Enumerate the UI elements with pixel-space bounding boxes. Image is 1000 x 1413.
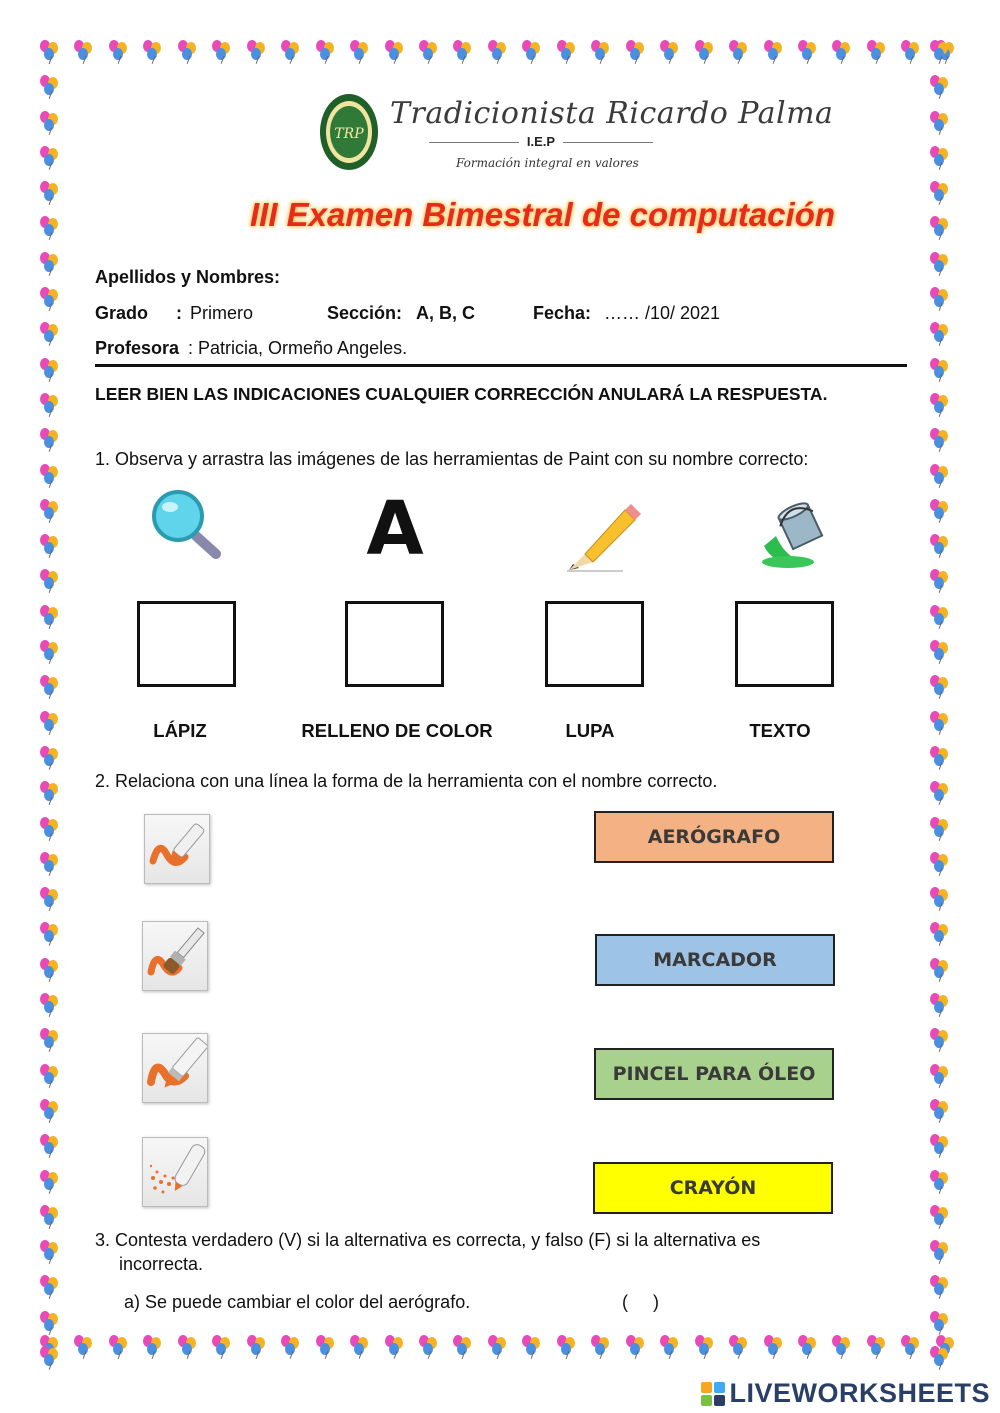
balloon-icon bbox=[419, 1335, 443, 1359]
balloon-icon bbox=[930, 1028, 954, 1052]
balloon-icon bbox=[930, 1275, 954, 1299]
balloon-icon bbox=[930, 817, 954, 841]
balloon-icon bbox=[212, 40, 236, 64]
school-iep: I.E.P bbox=[406, 134, 676, 149]
balloon-icon bbox=[40, 181, 64, 205]
balloon-icon bbox=[930, 499, 954, 523]
balloon-icon bbox=[453, 1335, 477, 1359]
balloon-icon bbox=[40, 711, 64, 735]
balloon-icon bbox=[591, 40, 615, 64]
balloon-icon bbox=[930, 1170, 954, 1194]
balloon-icon bbox=[591, 1335, 615, 1359]
border-left bbox=[40, 40, 70, 1370]
balloon-icon bbox=[212, 1335, 236, 1359]
balloon-icon bbox=[930, 746, 954, 770]
brush-thumb-1[interactable] bbox=[144, 814, 210, 884]
balloon-icon bbox=[419, 40, 443, 64]
balloon-icon bbox=[867, 1335, 891, 1359]
balloon-icon bbox=[930, 464, 954, 488]
balloon-icon bbox=[40, 252, 64, 276]
balloon-icon bbox=[729, 40, 753, 64]
q3-item-a: a) Se puede cambiar el color del aerógrafo. bbox=[124, 1292, 471, 1312]
date-value: …… /10/ 2021 bbox=[604, 303, 721, 323]
balloon-icon bbox=[40, 887, 64, 911]
balloon-icon bbox=[832, 40, 856, 64]
balloon-icon bbox=[40, 922, 64, 946]
balloon-icon bbox=[350, 1335, 374, 1359]
balloon-icon bbox=[74, 1335, 98, 1359]
option-crayon[interactable]: CRAYÓN bbox=[593, 1162, 833, 1214]
school-name: Tradicionista Ricardo Palma bbox=[390, 96, 834, 131]
balloon-icon bbox=[40, 534, 64, 558]
balloon-icon bbox=[798, 40, 822, 64]
balloon-icon bbox=[522, 40, 546, 64]
balloon-icon bbox=[867, 40, 891, 64]
drop-box-3[interactable] bbox=[545, 601, 644, 687]
balloon-icon bbox=[798, 1335, 822, 1359]
balloon-icon bbox=[40, 1275, 64, 1299]
balloon-icon bbox=[385, 40, 409, 64]
balloon-icon bbox=[930, 216, 954, 240]
drop-box-4[interactable] bbox=[735, 601, 834, 687]
balloon-icon bbox=[626, 1335, 650, 1359]
q2-prompt: 2. Relaciona con una línea la forma de la herramienta con el nombre correcto. bbox=[95, 771, 718, 791]
balloon-icon bbox=[40, 1099, 64, 1123]
balloon-icon bbox=[557, 40, 581, 64]
q3-prompt-line2: incorrecta. bbox=[119, 1254, 204, 1274]
balloon-icon bbox=[40, 464, 64, 488]
balloon-icon bbox=[40, 75, 64, 99]
marker-brush-icon bbox=[145, 815, 209, 883]
balloon-icon bbox=[930, 605, 954, 629]
teacher-label: Profesora bbox=[95, 338, 180, 358]
border-bottom bbox=[40, 1335, 960, 1365]
balloon-icon bbox=[40, 1205, 64, 1229]
balloon-icon bbox=[488, 1335, 512, 1359]
liveworksheets-brand[interactable] bbox=[701, 1378, 990, 1409]
q3-answer-a[interactable]: ( ) bbox=[622, 1292, 659, 1312]
balloon-icon bbox=[930, 322, 954, 346]
balloon-icon bbox=[40, 358, 64, 382]
balloon-icon bbox=[40, 1346, 64, 1370]
liveworksheets-logo-icon bbox=[701, 1382, 725, 1406]
balloon-icon bbox=[930, 1134, 954, 1158]
oil-brush-icon bbox=[143, 922, 207, 990]
balloon-icon bbox=[143, 40, 167, 64]
balloon-icon bbox=[930, 40, 954, 64]
balloon-icon bbox=[40, 499, 64, 523]
balloon-icon bbox=[930, 1311, 954, 1335]
balloon-icon bbox=[930, 1064, 954, 1088]
brush-thumb-2[interactable] bbox=[142, 921, 208, 991]
balloon-icon bbox=[930, 393, 954, 417]
balloon-icon bbox=[40, 216, 64, 240]
grade-label: Grado bbox=[95, 303, 149, 323]
balloon-icon bbox=[40, 393, 64, 417]
balloon-icon bbox=[40, 1240, 64, 1264]
section-label: Sección: bbox=[327, 303, 403, 323]
balloon-icon bbox=[40, 1028, 64, 1052]
option-aerografo[interactable]: AERÓGRAFO bbox=[594, 811, 834, 863]
header-divider bbox=[95, 364, 907, 367]
svg-text:TRP: TRP bbox=[334, 126, 364, 142]
balloon-icon bbox=[930, 958, 954, 982]
balloon-icon bbox=[930, 111, 954, 135]
balloon-icon bbox=[40, 958, 64, 982]
balloon-icon bbox=[557, 1335, 581, 1359]
crayon-brush-icon bbox=[143, 1034, 207, 1102]
balloon-icon bbox=[247, 1335, 271, 1359]
balloon-icon bbox=[40, 675, 64, 699]
balloon-icon bbox=[930, 1346, 954, 1370]
balloon-icon bbox=[930, 887, 954, 911]
balloon-icon bbox=[281, 40, 305, 64]
balloon-icon bbox=[40, 640, 64, 664]
school-seal-icon bbox=[318, 92, 380, 172]
balloon-icon bbox=[930, 252, 954, 276]
balloon-icon bbox=[385, 1335, 409, 1359]
balloon-icon bbox=[281, 1335, 305, 1359]
section-value: A, B, C bbox=[416, 303, 476, 323]
balloon-icon bbox=[40, 40, 64, 64]
balloon-icon bbox=[930, 358, 954, 382]
balloon-icon bbox=[40, 1311, 64, 1335]
drop-box-1[interactable] bbox=[137, 601, 236, 687]
balloon-icon bbox=[930, 852, 954, 876]
balloon-icon bbox=[930, 711, 954, 735]
balloon-icon bbox=[247, 40, 271, 64]
balloon-icon bbox=[695, 40, 719, 64]
school-logo bbox=[318, 92, 834, 176]
balloon-icon bbox=[316, 1335, 340, 1359]
balloon-icon bbox=[109, 1335, 133, 1359]
school-motto: Formación integral en valores bbox=[456, 156, 639, 170]
balloon-icon bbox=[930, 75, 954, 99]
balloon-icon bbox=[930, 1205, 954, 1229]
balloon-icon bbox=[930, 181, 954, 205]
brush-thumb-3[interactable] bbox=[142, 1033, 208, 1103]
magnifier-icon[interactable] bbox=[148, 488, 228, 568]
balloon-icon bbox=[109, 40, 133, 64]
balloon-icon bbox=[930, 781, 954, 805]
balloon-icon bbox=[453, 40, 477, 64]
paint-bucket-icon[interactable] bbox=[754, 496, 834, 576]
balloon-icon bbox=[695, 1335, 719, 1359]
balloon-icon bbox=[764, 1335, 788, 1359]
balloon-icon bbox=[930, 569, 954, 593]
balloon-icon bbox=[930, 675, 954, 699]
balloon-icon bbox=[316, 40, 340, 64]
option-pincel-para-oleo[interactable]: PINCEL PARA ÓLEO bbox=[594, 1048, 834, 1100]
balloon-icon bbox=[729, 1335, 753, 1359]
label-lapiz: LÁPIZ bbox=[153, 720, 207, 741]
balloon-icon bbox=[40, 993, 64, 1017]
text-a-icon[interactable]: A bbox=[366, 486, 424, 572]
balloon-icon bbox=[930, 428, 954, 452]
balloon-icon bbox=[40, 322, 64, 346]
label-relleno-de-color: RELLENO DE COLOR bbox=[301, 720, 493, 741]
grade-value: Primero bbox=[190, 303, 254, 323]
balloon-icon bbox=[660, 1335, 684, 1359]
q3-prompt-line1: 3. Contesta verdadero (V) si la alternativa es correcta, y falso (F) si la alternativa es bbox=[95, 1230, 761, 1250]
balloon-icon bbox=[40, 111, 64, 135]
balloon-icon bbox=[660, 40, 684, 64]
label-lupa: LUPA bbox=[565, 720, 615, 741]
exam-title: III Examen Bimestral de computación bbox=[250, 196, 836, 233]
balloon-icon bbox=[930, 1099, 954, 1123]
warning-text: LEER BIEN LAS INDICACIONES CUALQUIER CORRECCIÓN ANULARÁ LA RESPUESTA. bbox=[95, 384, 828, 404]
balloon-icon bbox=[40, 746, 64, 770]
teacher-value: : Patricia, Ormeño Angeles. bbox=[188, 338, 408, 358]
balloon-icon bbox=[930, 993, 954, 1017]
balloon-icon bbox=[930, 146, 954, 170]
balloon-icon bbox=[488, 40, 512, 64]
balloon-icon bbox=[930, 1240, 954, 1264]
balloon-icon bbox=[350, 40, 374, 64]
q1-prompt: 1. Observa y arrastra las imágenes de las herramientas de Paint con su nombre correcto: bbox=[95, 449, 809, 469]
border-top bbox=[40, 40, 960, 70]
balloon-icon bbox=[40, 1134, 64, 1158]
date-label: Fecha: bbox=[533, 303, 592, 323]
balloon-icon bbox=[40, 817, 64, 841]
option-marcador[interactable]: MARCADOR bbox=[595, 934, 835, 986]
liveworksheets-text: LIVEWORKSHEETS bbox=[729, 1378, 990, 1408]
drop-box-2[interactable] bbox=[345, 601, 444, 687]
grade-separator: : bbox=[176, 303, 182, 323]
balloon-icon bbox=[40, 146, 64, 170]
name-label: Apellidos y Nombres: bbox=[95, 267, 281, 287]
balloon-icon bbox=[930, 640, 954, 664]
balloon-icon bbox=[40, 852, 64, 876]
balloon-icon bbox=[930, 287, 954, 311]
balloon-icon bbox=[40, 1170, 64, 1194]
pencil-icon[interactable] bbox=[563, 492, 643, 572]
balloon-icon bbox=[40, 781, 64, 805]
balloon-icon bbox=[901, 40, 925, 64]
balloon-icon bbox=[930, 534, 954, 558]
balloon-icon bbox=[764, 40, 788, 64]
balloon-icon bbox=[40, 569, 64, 593]
balloon-icon bbox=[178, 1335, 202, 1359]
balloon-icon bbox=[901, 1335, 925, 1359]
balloon-icon bbox=[40, 605, 64, 629]
balloon-icon bbox=[40, 428, 64, 452]
balloon-icon bbox=[40, 1064, 64, 1088]
brush-thumb-4[interactable] bbox=[142, 1137, 208, 1207]
balloon-icon bbox=[930, 922, 954, 946]
label-texto: TEXTO bbox=[749, 720, 811, 741]
balloon-icon bbox=[832, 1335, 856, 1359]
balloon-icon bbox=[522, 1335, 546, 1359]
balloon-icon bbox=[143, 1335, 167, 1359]
airbrush-icon bbox=[143, 1138, 207, 1206]
border-right bbox=[930, 40, 960, 1370]
balloon-icon bbox=[74, 40, 98, 64]
balloon-icon bbox=[178, 40, 202, 64]
balloon-icon bbox=[626, 40, 650, 64]
balloon-icon bbox=[40, 287, 64, 311]
